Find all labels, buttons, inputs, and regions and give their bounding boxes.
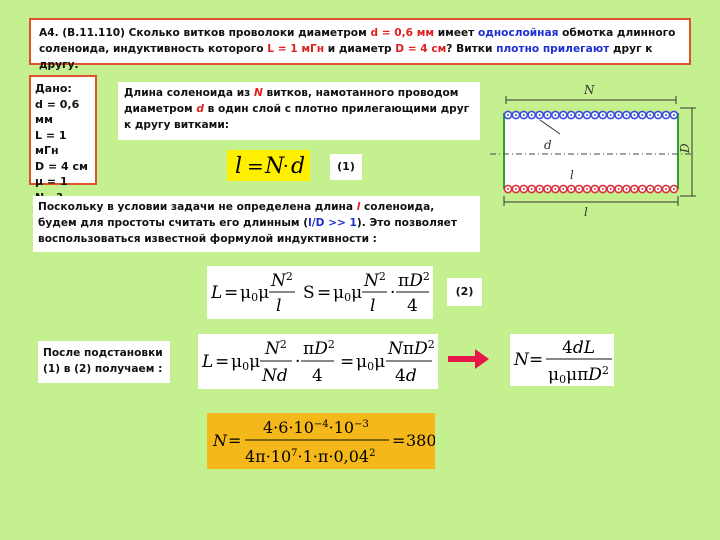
f4-num: 4dL [562, 338, 595, 358]
coil-center [531, 188, 533, 190]
wire-diameter: d = 0,6 мм [370, 27, 435, 39]
coil-center [507, 114, 509, 116]
f3-L: L [202, 352, 214, 372]
coil-center [578, 188, 580, 190]
f3-Nd: Nd [262, 366, 288, 386]
problem-text-6: друг к другу. [39, 43, 653, 71]
f3-N2: $N^2$ [265, 338, 287, 359]
coil-center [618, 188, 620, 190]
f3-4d: 4d [395, 366, 417, 386]
coil-center [626, 188, 628, 190]
coil-center [649, 114, 651, 116]
solenoid-diameter: D = 4 см [395, 43, 447, 55]
tight-fit-term: плотно прилегают [496, 43, 610, 55]
statement-text-1: Длина соленоида из [124, 87, 254, 99]
given-line: d = 0,6 мм [35, 97, 80, 126]
formula-length [227, 150, 310, 181]
coil-center [547, 188, 549, 190]
problem-text-3: обмотка длинного соленоида, индуктивность которого [39, 27, 676, 55]
condition-text-3: ). Это позволяет воспользоваться известной формулой индуктивности : [38, 217, 457, 245]
coil-center [586, 114, 588, 116]
f5-num: $4\cdot 6\cdot 10^{-4}\cdot 10^{-3}$ [263, 418, 369, 437]
coil-center [562, 114, 564, 116]
given-title: Дано: [35, 82, 72, 95]
coil-center [539, 188, 541, 190]
coil-center [562, 188, 564, 190]
arrow-right-icon [448, 348, 490, 370]
problem-text-1: А4. (В.11.110) Сколько витков проволоки диаметром [39, 27, 371, 39]
f2-N2b: $N^2$ [364, 270, 386, 291]
given-line: μ = 1 [35, 175, 68, 188]
coil-center [641, 114, 643, 116]
solenoid-body [504, 114, 678, 188]
coil-center [633, 188, 635, 190]
formula1-l: l [235, 154, 243, 179]
coil-center [665, 114, 667, 116]
coil-center [626, 114, 628, 116]
f2-dot: · [390, 283, 396, 303]
coil-center [610, 114, 612, 116]
formula-turns-svg [510, 334, 614, 386]
f2-S: S [303, 283, 315, 303]
coil-center [547, 114, 549, 116]
formula-substituted [198, 334, 438, 389]
f4-N: N [514, 350, 529, 370]
f2-eq1: = [224, 283, 239, 303]
given-box [29, 75, 97, 188]
coil-center [673, 114, 675, 116]
coil-center [633, 114, 635, 116]
label-l-inner: l [570, 168, 574, 182]
coil-center [618, 114, 620, 116]
formula-substituted-svg [198, 334, 438, 389]
f5-N: N [213, 431, 227, 450]
condition-text-2: соленоида, будем для простоты считать его длинным ( [38, 201, 435, 229]
coil-center [602, 188, 604, 190]
f2-l2: l [370, 296, 376, 316]
coil-center [665, 188, 667, 190]
given-line: L = 1 мГн [35, 128, 67, 157]
inductance-value: L = 1 мГн [267, 43, 325, 55]
coil-center [539, 114, 541, 116]
f2-mu0mu: μ0μ [240, 283, 270, 304]
given-line: D = 4 см [35, 159, 89, 173]
coil-center [610, 188, 612, 190]
problem-text-2: имеет [434, 27, 479, 39]
coil-center [515, 114, 517, 116]
f2-L: L [211, 283, 223, 303]
f4-den: μ0μπD$^2$ [548, 364, 609, 386]
f2-4: 4 [407, 296, 418, 316]
coil-center [649, 188, 651, 190]
formula-inductance [207, 266, 433, 319]
f3-4: 4 [312, 366, 323, 386]
coil-center [594, 114, 596, 116]
f3-mu0mu: μ0μ [231, 352, 261, 373]
f5-den: $4\pi\cdot 10^7\cdot 1\cdot\pi\cdot 0,04^2$ [245, 447, 376, 466]
label-D: D [678, 143, 692, 153]
problem-text-4: и диаметр [324, 43, 396, 55]
coil-center [570, 114, 572, 116]
coil-center [673, 188, 675, 190]
f5-eq1: = [228, 431, 242, 450]
f3-mu0mu2: μ0μ [356, 352, 386, 373]
f2-mu0mu2: μ0μ [333, 283, 363, 304]
coil-center [602, 114, 604, 116]
length-statement [118, 82, 480, 140]
long-solenoid-assumption [33, 196, 480, 252]
coil-center [641, 188, 643, 190]
condition-text-1: Поскольку в условии задачи не определена длина [38, 201, 357, 213]
coil-center [523, 114, 525, 116]
formula-length-svg [227, 150, 310, 181]
label-d: d [544, 138, 552, 152]
formula1-dot: · [283, 156, 289, 177]
single-layer-term: однослойная [478, 27, 559, 39]
f3-eq2: = [340, 352, 355, 372]
f5-result: 380 [406, 431, 435, 450]
problem-text-5: ? Витки [446, 43, 497, 55]
coil-center [554, 114, 556, 116]
label-N: N [584, 83, 595, 97]
coil-center [515, 188, 517, 190]
f2-N2: $N^2$ [271, 270, 293, 291]
coil-center [578, 114, 580, 116]
equation-number-2: (2) [447, 278, 482, 306]
coil-center [594, 188, 596, 190]
f3-dot: · [295, 352, 301, 372]
f3-NpiD2: NπD$^2$ [388, 338, 435, 359]
formula-numeric-result [207, 413, 435, 469]
formula-numeric-svg [207, 413, 435, 469]
equation-number-1: (1) [330, 154, 362, 180]
substitution-note: После подстановки (1) в (2) получаем : [38, 341, 170, 383]
coil-center [554, 188, 556, 190]
coil-center [523, 188, 525, 190]
problem-statement [29, 18, 691, 71]
f2-piD2: $\pi D^2$ [398, 270, 430, 291]
coil-center [570, 188, 572, 190]
statement-text-3: в один слой с плотно прилегающими друг к другу витками: [124, 103, 470, 131]
coil-center [657, 188, 659, 190]
formula1-equals: = [247, 154, 264, 178]
statement-d: d [196, 103, 204, 115]
formula1-d: d [291, 154, 306, 179]
f3-piD2: $\pi D^2$ [303, 338, 335, 359]
f5-eq2: = [392, 431, 406, 450]
f2-l1: l [276, 296, 282, 316]
condition-l: l [356, 201, 361, 213]
formula-inductance-svg [207, 266, 433, 319]
statement-N: N [253, 87, 263, 99]
coil-center [531, 114, 533, 116]
label-l-outer: l [584, 205, 588, 218]
coil-center [586, 188, 588, 190]
coil-center [657, 114, 659, 116]
solenoid-diagram [486, 78, 698, 218]
formula1-N: N [265, 154, 285, 179]
coil-center [507, 188, 509, 190]
statement-text-2: витков, намотанного проводом диаметром [124, 87, 459, 115]
f2-eq2: = [317, 283, 332, 303]
f4-eq: = [529, 350, 544, 370]
f3-eq1: = [215, 352, 230, 372]
formula-turns [510, 334, 614, 386]
condition-ratio: l/D >> 1 [308, 217, 357, 229]
